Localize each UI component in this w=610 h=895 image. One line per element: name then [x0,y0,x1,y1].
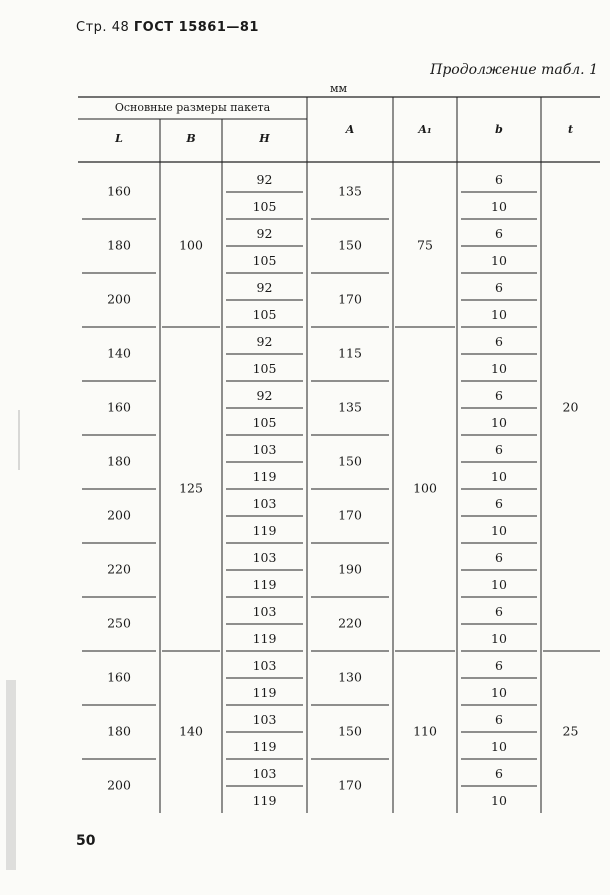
cell-A: 150 [338,723,362,739]
cell-H: 105 [252,199,277,214]
cell-L: 200 [107,777,131,793]
column-header-4: A [345,123,355,136]
cell-L: 160 [107,183,131,199]
cell-H: 105 [252,415,277,430]
cell-b: 10 [491,199,507,214]
cell-H: 103 [252,604,277,619]
cell-t: 20 [562,399,579,415]
column-header-2: B [186,132,196,145]
cell-B: 140 [179,723,203,739]
cell-b: 10 [491,415,507,430]
cell-L: 180 [107,453,131,469]
unit-label: мм [330,82,348,95]
cell-b: 10 [491,361,507,376]
cell-A: 150 [338,453,362,469]
cell-A: 150 [338,237,362,253]
cell-A: 115 [338,345,362,361]
column-header-5: A₁ [418,123,432,136]
cell-H: 92 [256,334,273,349]
cell-b: 6 [495,388,503,403]
cell-L: 200 [107,507,131,523]
cell-b: 10 [491,307,507,322]
column-header-1: L [115,132,123,145]
cell-b: 6 [495,442,503,457]
cell-B: 125 [179,480,203,496]
cell-L: 160 [107,669,131,685]
cell-L: 160 [107,399,131,415]
cell-H: 119 [252,523,277,538]
cell-H: 119 [252,469,277,484]
cell-H: 92 [256,280,273,295]
cell-b: 10 [491,523,507,538]
cell-b: 10 [491,253,507,268]
cell-H: 119 [252,631,277,646]
cell-A: 170 [338,777,362,793]
cell-H: 103 [252,550,277,565]
cell-b: 10 [491,793,507,808]
cell-b: 6 [495,280,503,295]
scan-mark [18,410,20,470]
cell-H: 119 [252,685,277,700]
cell-A: 130 [338,669,362,685]
cell-L: 140 [107,345,131,361]
cell-L: 250 [107,615,131,631]
cell-b: 6 [495,604,503,619]
column-header-7: t [567,123,574,136]
cell-H: 103 [252,766,277,781]
cell-L: 200 [107,291,131,307]
cell-H: 92 [256,172,273,187]
column-header-6: b [495,123,503,136]
column-header-3: H [259,132,270,145]
cell-b: 10 [491,469,507,484]
page-label: Стр. [76,20,108,35]
cell-H: 103 [252,658,277,673]
cell-b: 10 [491,577,507,592]
page-number: 50 [76,833,96,849]
cell-H: 105 [252,253,277,268]
table-continuation-label: Продолжение табл. 1 [430,62,598,78]
cell-b: 6 [495,550,503,565]
cell-A: 170 [338,507,362,523]
group-header-text: Основные размеры пакета [114,101,271,114]
cell-H: 92 [256,388,273,403]
standard-code: ГОСТ 15861—81 [133,20,259,35]
cell-b: 6 [495,334,503,349]
cell-A: 135 [338,183,362,199]
cell-H: 92 [256,226,273,241]
page-no: 48 [111,20,130,35]
cell-H: 119 [252,739,277,754]
cell-H: 105 [252,361,277,376]
cell-H: 119 [252,577,277,592]
cell-b: 6 [495,496,503,511]
cell-A: 135 [338,399,362,415]
cell-H: 119 [252,793,277,808]
cell-H: 105 [252,307,277,322]
cell-A: 170 [338,291,362,307]
cell-A: 190 [338,561,362,577]
cell-A1: 110 [413,723,437,739]
cell-b: 6 [495,658,503,673]
cell-H: 103 [252,712,277,727]
cell-b: 6 [495,172,503,187]
cell-b: 6 [495,226,503,241]
cell-H: 103 [252,496,277,511]
cell-B: 100 [179,237,203,253]
cell-b: 6 [495,766,503,781]
cell-A1: 75 [417,237,433,253]
cell-L: 220 [107,561,131,577]
cell-A1: 100 [413,480,437,496]
cell-b: 10 [491,739,507,754]
cell-L: 180 [107,723,131,739]
cell-b: 10 [491,631,507,646]
scan-mark [6,680,16,870]
cell-b: 10 [491,685,507,700]
cell-b: 6 [495,712,503,727]
cell-A: 220 [338,615,362,631]
cell-t: 25 [562,723,579,739]
cell-L: 180 [107,237,131,253]
cell-H: 103 [252,442,277,457]
